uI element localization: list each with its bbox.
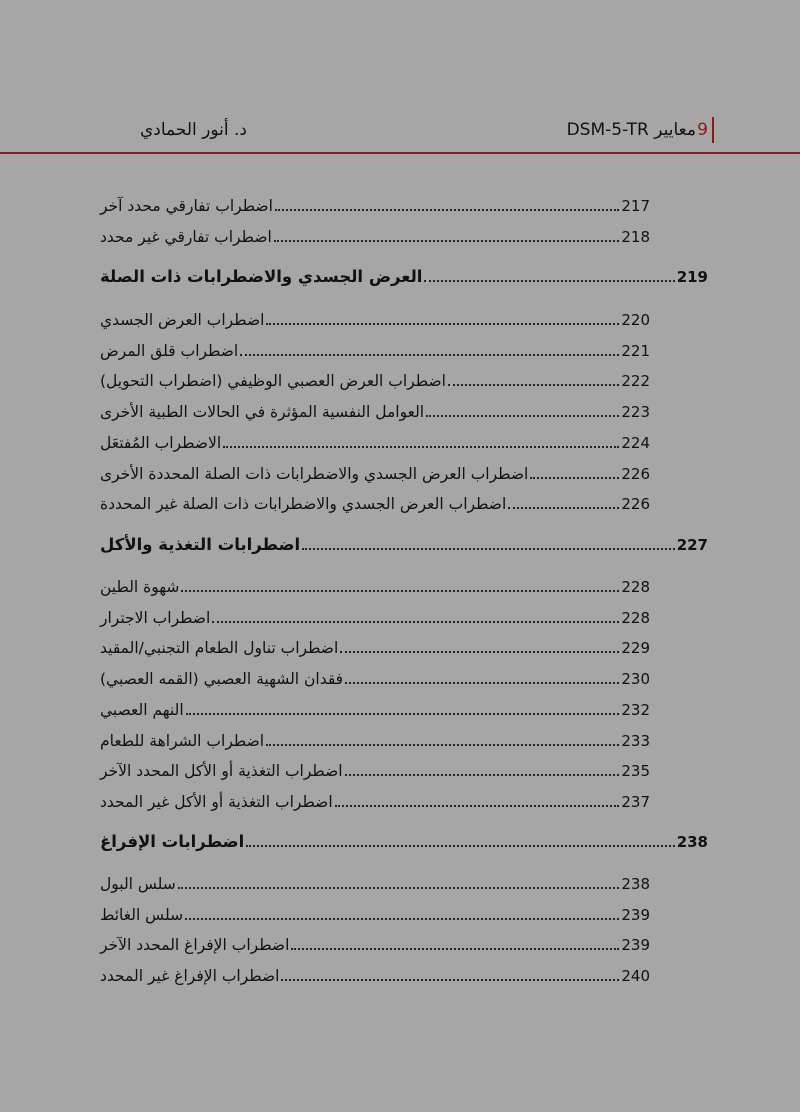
dot-leader — [335, 805, 620, 807]
toc-entry — [100, 664, 650, 690]
toc-entry-page: 222 — [621, 372, 650, 390]
toc-entry-title: اضطراب العرض الجسدي والاضطرابات ذات الصلة المحددة الأخرى — [100, 465, 529, 483]
dot-leader — [281, 979, 619, 981]
toc-entry — [100, 961, 650, 987]
toc-entry-title: اضطراب العرض الجسدي والاضطرابات ذات الصلة غير المحددة — [100, 495, 507, 513]
page-number: 9 — [697, 120, 708, 140]
toc-entry-page: 218 — [621, 228, 650, 246]
toc-entry-page: 229 — [621, 639, 650, 657]
toc-section-heading — [100, 827, 708, 853]
toc-entry — [100, 572, 650, 598]
toc-entry-title: اضطراب التغذية أو الأكل المحدد الآخر — [100, 762, 343, 780]
toc-entry — [100, 603, 650, 629]
dot-leader — [508, 507, 619, 509]
dot-leader — [302, 548, 674, 550]
dot-leader — [240, 354, 619, 356]
dot-leader — [223, 446, 619, 448]
toc-entry-page: 239 — [621, 906, 650, 924]
dot-leader — [426, 415, 619, 417]
toc-entry — [100, 489, 650, 515]
toc-entry-title: العرض الجسدي والاضطرابات ذات الصلة — [100, 267, 423, 286]
toc-entry-title: اضطراب التغذية أو الأكل غير المحدد — [100, 793, 333, 811]
dot-leader — [181, 590, 619, 592]
toc-entry-page: 233 — [621, 732, 650, 750]
toc-entry — [100, 336, 650, 362]
dot-leader — [345, 774, 620, 776]
dot-leader — [212, 621, 619, 623]
toc-entry — [100, 222, 650, 248]
dot-leader — [246, 845, 674, 847]
toc-entry — [100, 726, 650, 752]
toc-entry-title: اضطراب الاجترار — [100, 609, 211, 627]
toc-entry-page: 224 — [621, 434, 650, 452]
toc-entry-page: 240 — [621, 967, 650, 985]
toc-entry — [100, 787, 650, 813]
toc-entry-page: 228 — [621, 578, 650, 596]
toc-entry-title: سلس الغائط — [100, 906, 184, 924]
toc-entry-title: اضطراب تناول الطعام التجنبي/المقيد — [100, 639, 339, 657]
dot-leader — [186, 713, 620, 715]
toc-entry — [100, 366, 650, 392]
toc-entry-page: 221 — [621, 342, 650, 360]
dot-leader — [274, 240, 620, 242]
toc-entry-title: اضطراب العرض العصبي الوظيفي (اضطراب التحويل) — [100, 372, 446, 390]
toc-entry-title: اضطرابات الإفراغ — [100, 832, 245, 851]
toc-entry-page: 230 — [621, 670, 650, 688]
toc-entry — [100, 633, 650, 659]
toc-entry-title: اضطراب الإفراغ غير المحدد — [100, 967, 280, 985]
toc-entry — [100, 397, 650, 423]
toc-entry-title: الاضطراب المُفتعَل — [100, 434, 222, 452]
dot-leader — [266, 744, 619, 746]
toc-entry-page: 226 — [621, 465, 650, 483]
dot-leader — [275, 209, 619, 211]
toc-entry-page: 219 — [676, 268, 708, 286]
toc-entry — [100, 695, 650, 721]
toc-entry-title: اضطراب الشراهة للطعام — [100, 732, 265, 750]
toc-entry-title: اضطراب تفارقي محدد آخر — [100, 197, 273, 215]
toc-section-heading — [100, 530, 708, 556]
dot-leader — [266, 323, 619, 325]
toc-entry-title: النهم العصبي — [100, 701, 184, 719]
toc-entry-page: 238 — [621, 875, 650, 893]
page-number-divider — [712, 117, 714, 143]
toc-entry-title: فقدان الشهية العصبي (القمه العصبي) — [100, 670, 344, 688]
toc-entry-page: 223 — [621, 403, 650, 421]
toc-entry-title: اضطرابات التغذية والأكل — [100, 535, 301, 554]
toc-entry-page: 220 — [621, 311, 650, 329]
page-header — [0, 112, 800, 152]
toc-entry — [100, 459, 650, 485]
header-divider — [0, 152, 800, 154]
toc-entry-page: 237 — [621, 793, 650, 811]
dot-leader — [178, 887, 620, 889]
toc-entry-title: اضطراب العرض الجسدي — [100, 311, 265, 329]
toc-entry-page: 226 — [621, 495, 650, 513]
toc-entry-page: 228 — [621, 609, 650, 627]
toc-entry-page: 239 — [621, 936, 650, 954]
toc-entry — [100, 930, 650, 956]
dot-leader — [424, 280, 674, 282]
dot-leader — [448, 384, 619, 386]
toc-entry — [100, 869, 650, 895]
toc-entry — [100, 756, 650, 782]
author-name: د. أنور الحمادي — [140, 120, 247, 140]
toc-entry-page: 238 — [676, 833, 708, 851]
dot-leader — [340, 651, 619, 653]
toc-entry-page: 227 — [676, 536, 708, 554]
toc-entry — [100, 900, 650, 926]
toc-entry-page: 217 — [621, 197, 650, 215]
toc-entry-title: اضطراب قلق المرض — [100, 342, 239, 360]
dot-leader — [345, 682, 619, 684]
toc-entry — [100, 191, 650, 217]
toc-entry-title: اضطراب تفارقي غير محدد — [100, 228, 272, 246]
toc-entry — [100, 428, 650, 454]
toc-section-heading — [100, 262, 708, 288]
dot-leader — [291, 948, 619, 950]
toc-entry-title: شهوة الطين — [100, 578, 180, 596]
toc-entry-page: 232 — [621, 701, 650, 719]
toc-entry-title: العوامل النفسية المؤثرة في الحالات الطبية الأخرى — [100, 403, 425, 421]
book-title: معايير DSM-5-TR — [566, 120, 696, 140]
toc-entry-title: اضطراب الإفراغ المحدد الآخر — [100, 936, 290, 954]
dot-leader — [185, 918, 619, 920]
toc-entry-title: سلس البول — [100, 875, 176, 893]
dot-leader — [530, 477, 619, 479]
toc-entry — [100, 305, 650, 331]
toc-entry-page: 235 — [621, 762, 650, 780]
